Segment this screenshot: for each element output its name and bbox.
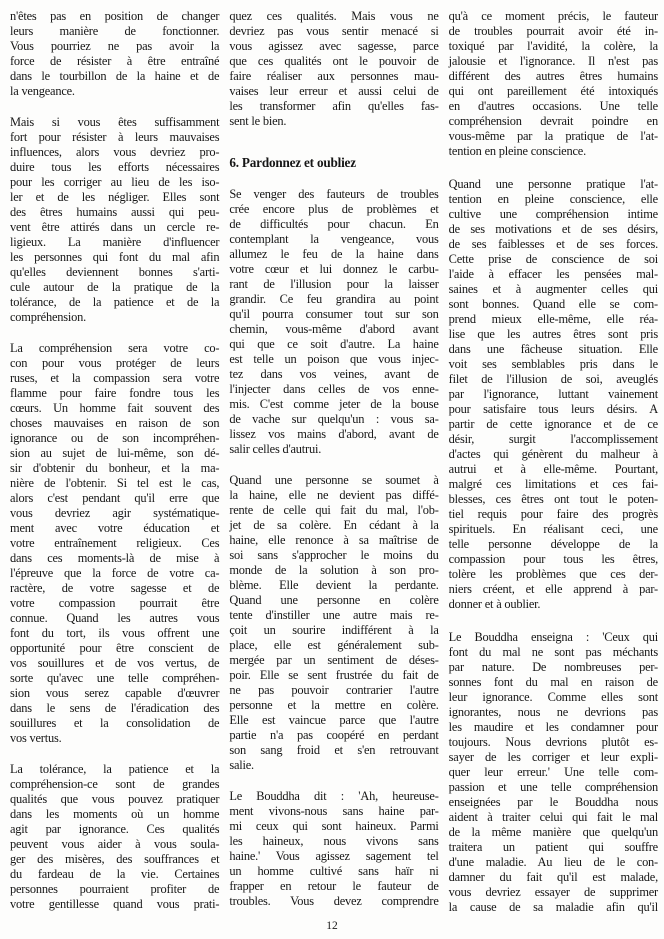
text-line: votre compassion pourrait être <box>10 596 220 610</box>
text-line: allumez le feu de la haine dans <box>229 247 439 261</box>
text-line: leurs manière de fonctionner. <box>10 24 220 38</box>
text-line: de ses motivations et de ses désirs, <box>448 222 658 236</box>
text-line: jalousie et l'ignorance. Il n'est pas <box>448 54 658 68</box>
text-line: par nature. De nombreuses per- <box>448 660 658 674</box>
paragraph <box>229 9 438 129</box>
text-line: telle personne développe de la <box>448 537 658 551</box>
text-line: son sang froid et s'en retrouvant <box>229 743 439 757</box>
text-line: La tolérance, la patience et la <box>10 762 220 776</box>
text-line: dans les moments où un homme <box>10 807 220 821</box>
text-line: Le Bouddha dit : 'Ah, heureuse- <box>229 789 439 803</box>
text-line: force de résister à être entraîné <box>10 54 220 68</box>
text-line: ler et de les négliger. Elles sont <box>10 190 220 204</box>
text-line: lise que les autres êtres sont pris <box>448 327 658 341</box>
text-line: souillures et la consolidation de <box>10 716 220 730</box>
text-line: qui ont pareillement été intoxiqués <box>448 84 658 98</box>
text-line: compréhension. <box>10 310 86 324</box>
text-line: mis. C'est comme jeter de la bouse <box>229 397 439 411</box>
text-line: tente d'instiller une autre mais re- <box>229 608 439 622</box>
text-line: du fardeau de la vie. Certaines <box>10 867 220 881</box>
text-line: font du tort, ils vous offrent une <box>10 626 220 640</box>
text-line: qu'elles deviennent bonnes s'arti- <box>10 265 220 279</box>
text-line: ignorantes, nous ne devrions pas <box>448 705 658 719</box>
text-line: lissez vos mains d'abord, avant de <box>229 427 439 441</box>
text-line: mergée par un sentiment de déses- <box>229 653 439 667</box>
text-line: con pour vous protéger de leurs <box>10 356 220 370</box>
text-line: pour les corriger au lieu de les iso- <box>10 175 220 189</box>
text-line: flamme pour faire fondre tous les <box>10 386 220 400</box>
text-line: rant de l'illusion pour la laisser <box>229 277 439 291</box>
text-line: rente de celle qui fait du mal, l'ob- <box>229 503 439 517</box>
text-line: Le Bouddha enseigna : 'Ceux qui <box>448 630 658 644</box>
paragraph <box>449 630 658 915</box>
text-line: l'épreuve que la force de votre ca- <box>10 566 220 580</box>
paragraph <box>449 177 658 612</box>
text-line: de difficultés pour chacun. En <box>229 217 439 231</box>
text-line: partir de cette ignorance et de ce <box>448 417 658 431</box>
text-line: compassion pour tous les êtres, <box>448 552 658 566</box>
text-line: compréhension devrait poindre en <box>448 114 658 128</box>
text-line: passion et une telle compréhension <box>448 780 658 794</box>
text-line: peuvent vous aider à vous soula- <box>10 837 220 851</box>
text-line: de troubles pourrait avoir été in- <box>448 24 658 38</box>
text-line: la cause de sa maladie afin qu'il <box>448 900 658 914</box>
text-line: tention en pleine conscience. <box>448 144 586 158</box>
paragraph <box>10 115 219 325</box>
text-line: les maudire et les condamner pour <box>448 720 658 734</box>
text-line: traitera un patient qui souffre <box>448 840 658 854</box>
text-line: ractère, de votre sagesse et de <box>10 581 220 595</box>
text-line: compréhension-ce sont de grandes <box>10 777 220 791</box>
text-line: quez ces qualités. Mais vous ne <box>229 9 439 23</box>
text-line: salir celles d'autrui. <box>229 442 322 456</box>
text-line: font du mal ne sont pas méchants <box>448 645 658 659</box>
text-line: toujours. Nous devrions plutôt es- <box>448 735 658 749</box>
text-line: salie. <box>229 758 254 772</box>
text-line: grandir. Ce feu grandira au point <box>229 292 439 306</box>
text-line: aident à traiter celui qui fait le mal <box>448 810 658 824</box>
text-line: vous devriez agir systématique- <box>10 506 220 520</box>
text-line: Vous pourriez ne pas avoir la <box>10 39 220 53</box>
text-line: niers créent, et elle apprend à par- <box>448 582 658 596</box>
text-line: blesses, ces êtres ont tout le poten- <box>448 492 658 506</box>
text-line: votre gentillesse quand vous prati- <box>10 897 220 911</box>
text-line: les transformer afin qu'elles fas- <box>229 99 439 113</box>
text-line: donner et à oublier. <box>448 597 541 611</box>
text-line: ruses, et la compassion sera votre <box>10 371 220 385</box>
text-line: ger des misères, des souffrances et <box>10 852 220 866</box>
text-line: ignorance ou de son incompréhen- <box>10 431 220 445</box>
text-line: votre entraînement religieux. Ces <box>10 536 220 550</box>
text-line: vaises leur erreur et aussi celui de <box>229 84 439 98</box>
text-line: sont bonnes. Quand elle se com- <box>448 297 658 311</box>
text-line: tolérance, de la patience et de la <box>10 295 220 309</box>
text-line: ligieux. La manière d'influencer <box>10 235 220 249</box>
text-line: toxiqué par l'avidité, la colère, la <box>448 39 658 53</box>
text-column-3 <box>449 9 658 933</box>
text-line: sayer de les corriger et leur expli- <box>448 750 658 764</box>
text-line: dans le tourbillon de la haine et de <box>10 69 220 83</box>
paragraph <box>10 341 219 746</box>
text-line: enseignées par le Bouddha nous <box>448 795 658 809</box>
paragraph <box>449 9 658 159</box>
paragraph <box>229 473 438 773</box>
text-line: personnes pourraient profiter de <box>10 882 220 896</box>
text-line: tolère les problèmes que ces der- <box>448 567 658 581</box>
text-line: pour satisfaire tous leurs désirs. A <box>448 402 658 416</box>
text-line: filet de l'illusion de soi, aveuglés <box>448 372 658 386</box>
text-line: est telle un poison que vous injec- <box>229 352 439 366</box>
text-line: place, elle est généralement sub- <box>229 638 439 652</box>
text-line: 6. Pardonnez et oubliez <box>229 155 356 170</box>
text-line: l'injecter dans celles de vos enne- <box>229 382 439 396</box>
text-line: vos souillures et de vos vertus, de <box>10 656 220 670</box>
text-line: nière de l'obtenir. Si tel est le cas, <box>10 476 220 490</box>
text-line: partie n'a pas coopéré en perdant <box>229 728 439 742</box>
text-line: fort pour résister à leurs mauvaises <box>10 130 220 144</box>
text-line: Quand une personne en colère <box>229 593 439 607</box>
text-line: désir, surgit l'accomplissement <box>448 432 658 446</box>
text-line: influences, alors vous devriez pro- <box>10 145 220 159</box>
text-line: opportunité pour être conscient de <box>10 641 220 655</box>
text-line: monde de la solution à son pro- <box>229 563 439 577</box>
text-line: tiel requis pour faire des progrès <box>448 507 658 521</box>
text-line: saines et à augmenter celles qui <box>448 282 658 296</box>
text-line: Cette prise de conscience de soi <box>448 252 658 266</box>
text-line: sion vous serez capable d'œuvrer <box>10 686 220 700</box>
text-line: mi ceux qui sont haineux. Parmi <box>229 819 439 833</box>
text-line: l'aide à effacer les pensées mal- <box>448 267 658 281</box>
text-line: différent des autres êtres humains <box>448 69 658 83</box>
text-line: dans une fâcheuse situation. Elle <box>448 342 658 356</box>
page-number: 12 <box>326 920 338 932</box>
text-line: prend mieux elle-même, elle réa- <box>448 312 658 326</box>
text-column-2 <box>229 9 438 933</box>
text-line: la vengeance. <box>10 84 75 98</box>
text-line: damner du fait qu'il est malade, <box>448 870 658 884</box>
text-line: Se venger des fauteurs de troubles <box>229 187 439 201</box>
text-line: n'êtes pas en position de changer <box>10 9 220 23</box>
text-line: cœurs. Un homme fait souvent des <box>10 401 220 415</box>
text-line: en d'autres occasions. Une telle <box>448 99 658 113</box>
paragraph <box>10 9 219 99</box>
text-line: devriez pas vous sentir menacé si <box>229 24 439 38</box>
text-line: connue. Quand les autres vous <box>10 611 220 625</box>
text-line: vous-même par la pratique de l'at- <box>448 129 658 143</box>
text-line: vous devriez essayer de supprimer <box>448 885 658 899</box>
text-line: ment avec votre éducation et <box>10 521 220 535</box>
text-line: dans le sens de l'éradication des <box>10 701 220 715</box>
text-line: choses mauvaises en raison de son <box>10 416 220 430</box>
text-line: que ces qualités ont le pouvoir de <box>229 54 439 68</box>
text-line: duire tous les efforts nécessaires <box>10 160 220 174</box>
text-line: vos vertus. <box>10 731 62 745</box>
text-line: soi sans s'approcher le moins du <box>229 548 439 562</box>
text-line: sir d'obtenir du bonheur, et la ma- <box>10 461 220 475</box>
text-line: contemplant la vengeance, vous <box>229 232 439 246</box>
text-line: sorte qu'avec une telle compréhen- <box>10 671 220 685</box>
text-line: malgré ces limitations et ces fai- <box>448 477 658 491</box>
text-columns <box>10 9 658 933</box>
text-line: la haine, elle ne devient pas diffé- <box>229 488 439 502</box>
text-line: cultive une compréhension intime <box>448 207 658 221</box>
text-line: frapper en retour le fauteur de <box>229 879 439 893</box>
text-line: faire réaliser aux personnes mau- <box>229 69 439 83</box>
text-line: autrui et à elle-même. Pourtant, <box>448 462 658 476</box>
section-heading <box>229 155 438 170</box>
text-line: çoit un sourire indifférent à la <box>229 623 439 637</box>
paragraph <box>10 762 219 912</box>
text-line: sent le bien. <box>229 114 287 128</box>
text-line: votre cœur et lui donnez le carbu- <box>229 262 439 276</box>
text-line: qualités que vous pouvez pratiquer <box>10 792 220 806</box>
text-line: par l'ignorance, luttant vainement <box>448 387 658 401</box>
text-line: dans ces moments-là de mise à <box>10 551 220 565</box>
text-line: voit ses semblables pris dans le <box>448 357 658 371</box>
text-line: leur ignorance. Comme elles sont <box>448 690 658 704</box>
text-line: les haineux, nous vivons sans <box>229 834 439 848</box>
text-line: les personnes qui font du mal afin <box>10 250 220 264</box>
text-line: La compréhension sera votre co- <box>10 341 220 355</box>
text-line: tez dans vos veines, avant de <box>229 367 439 381</box>
text-line: haine.' Vous agissez sagement tel <box>229 849 439 863</box>
text-line: Elle est vaincue parce que l'autre <box>229 713 439 727</box>
text-line: d'une maladie. Au lieu de le con- <box>448 855 658 869</box>
text-line: vent être attirés dans un cercle re- <box>10 220 220 234</box>
text-line: de ses faiblesses et de ses forces. <box>448 237 658 251</box>
text-line: sonnes font du mal en raison de <box>448 675 658 689</box>
text-line: troubles. Vous devez comprendre <box>229 894 439 908</box>
text-line: haine, elle renonce à sa maîtrise de <box>229 533 439 547</box>
paragraph <box>229 187 438 457</box>
text-line: blème. Elle devient la perdante. <box>229 578 439 592</box>
text-line: crée encore plus de problèmes et <box>229 202 439 216</box>
text-line: Quand une personne pratique l'at- <box>448 177 658 191</box>
paragraph <box>229 789 438 909</box>
text-line: tention en pleine conscience, elle <box>448 192 658 206</box>
text-line: ne pas pouvoir contrarier l'autre <box>229 683 439 697</box>
text-line: des êtres humains aussi qui peu- <box>10 205 220 219</box>
text-line: un homme cultivé sans haïr ni <box>229 864 439 878</box>
text-line: ment vivons-nous sans haine par- <box>229 804 439 818</box>
text-line: d'actes qui génèrent du malheur à <box>448 447 658 461</box>
text-line: personne et la mettre en colère. <box>229 698 439 712</box>
text-line: de la même manière que quelqu'un <box>448 825 658 839</box>
text-line: Mais si vous êtes suffisamment <box>10 115 220 129</box>
text-line: poir. Elle se sent frustrée du fait de <box>229 668 439 682</box>
text-line: quer leur erreur.' Une telle com- <box>448 765 658 779</box>
text-line: sion au sujet de lui-même, son dé- <box>10 446 220 460</box>
text-line: cule autour de la pratique de la <box>10 280 220 294</box>
text-line: qui que ce soit d'autre. La haine <box>229 337 439 351</box>
text-line: agit par ignorance. Ces qualités <box>10 822 220 836</box>
text-line: qu'à ce moment précis, le fauteur <box>448 9 658 23</box>
text-line: Quand une personne se soumet à <box>229 473 439 487</box>
text-column-1 <box>10 9 219 933</box>
text-line: spirituels. En réalisant ceci, une <box>448 522 658 536</box>
text-line: vous agissez avec sagesse, parce <box>229 39 439 53</box>
text-line: jet de sa colère. En cédant à la <box>229 518 439 532</box>
text-line: qu'il pourra consumer tout sur son <box>229 307 439 321</box>
text-line: alors c'est pendant qu'il erre que <box>10 491 220 505</box>
text-line: de vache sur quelqu'un : vous sa- <box>229 412 439 426</box>
text-line: chemin, vous-même d'abord avant <box>229 322 439 336</box>
